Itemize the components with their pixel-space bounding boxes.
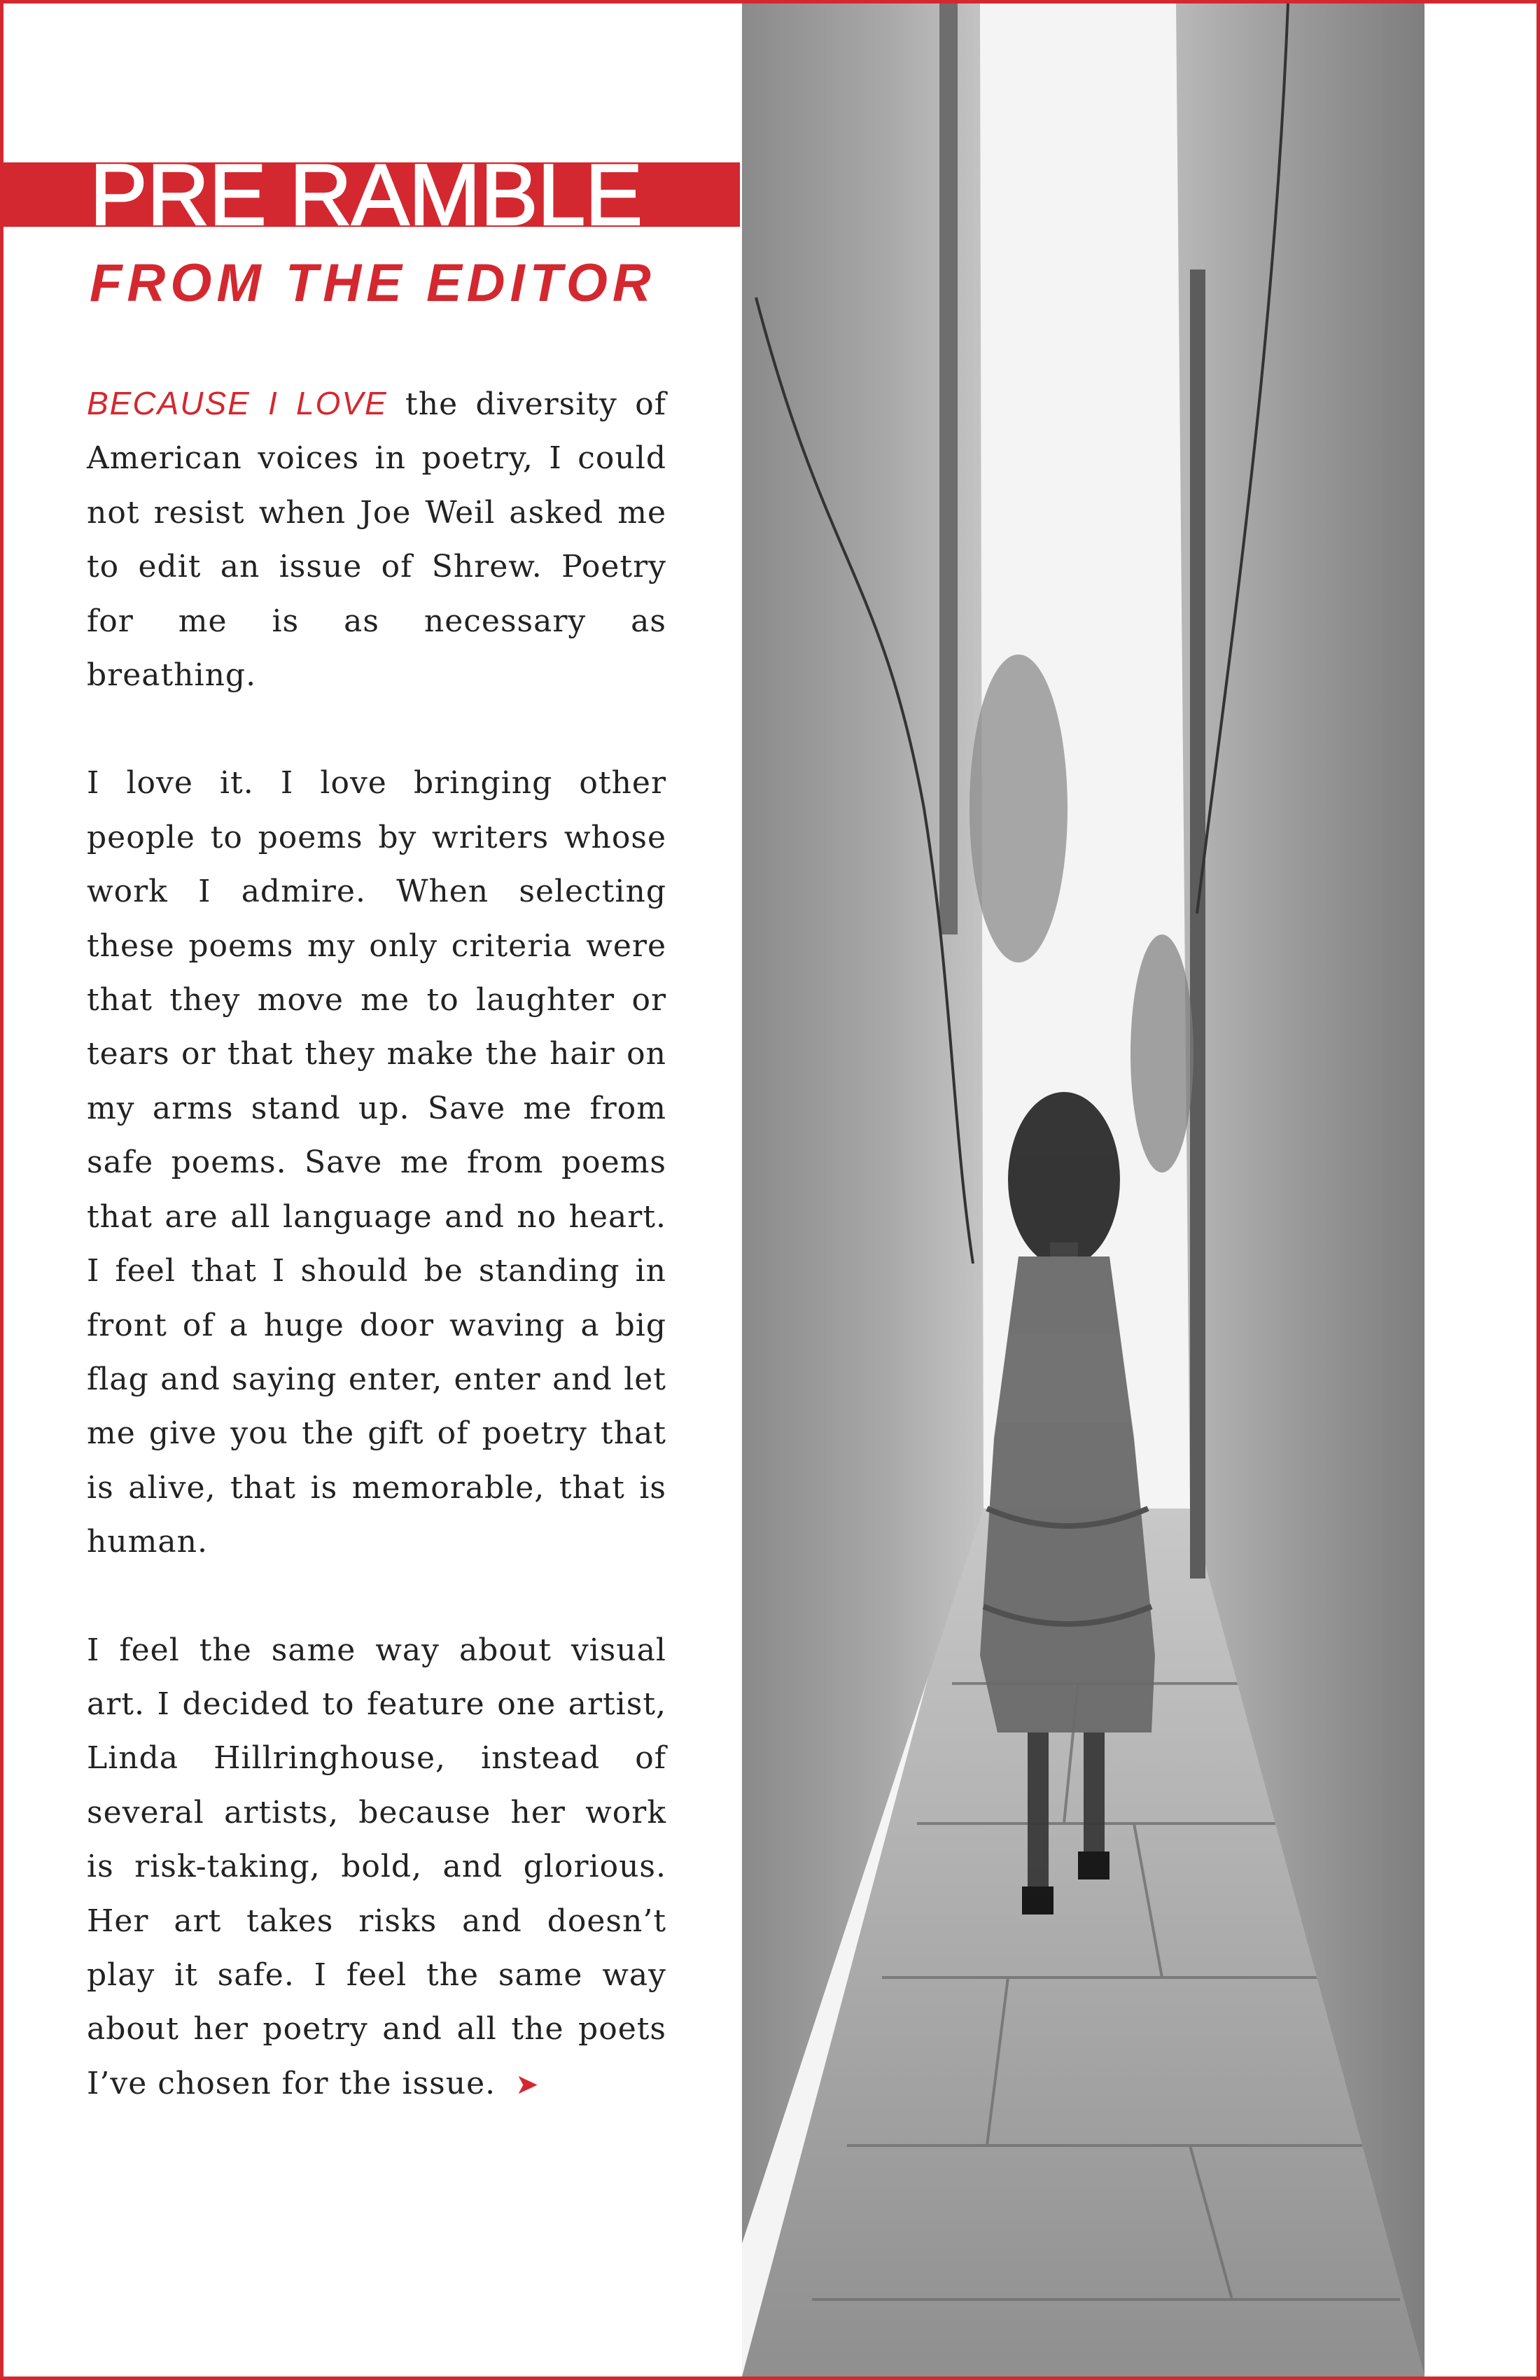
page-subtitle: FROM THE EDITOR <box>90 253 656 313</box>
article-paragraph: I love it. I love bringing other people to poems by writers whose work I admire. When selecting these poems my only criteria were that they move me to laughter or tears or that they make the hair on my arms stand up. Save me from safe poems. Save me from poems that are all language and no heart. I feel that I should be standing in front of a huge door waving a big flag and saying enter, enter and let me give you the gift of poetry that is alive, that is memorable, that is human. <box>87 765 666 1560</box>
article-paragraph <box>87 377 666 702</box>
photo-illustration <box>742 4 1424 2376</box>
lead-in: BECAUSE I LOVE <box>87 385 388 421</box>
paragraph-text: the diversity of American voices in poetry, I could not resist when Joe Weil asked me to edit an issue of Shrew. Poetry for me is as necessary as breathing. <box>87 386 666 694</box>
alley-photo <box>742 4 1424 2376</box>
page-title: PRE RAMBLE <box>90 147 643 244</box>
article-paragraph <box>87 1623 666 2113</box>
paragraph-text: I feel the same way about visual art. I decided to feature one artist, Linda Hillringhouse, instead of several artists, because her work is risk-taking, bold, and glorious. Her art takes risks and doesn’t play it safe. I feel the same way about her poetry and all the poets I’ve chosen for the issue. <box>87 1632 666 2101</box>
arrow-right-icon: ➤ <box>515 2068 540 2101</box>
article-body <box>87 377 666 2166</box>
